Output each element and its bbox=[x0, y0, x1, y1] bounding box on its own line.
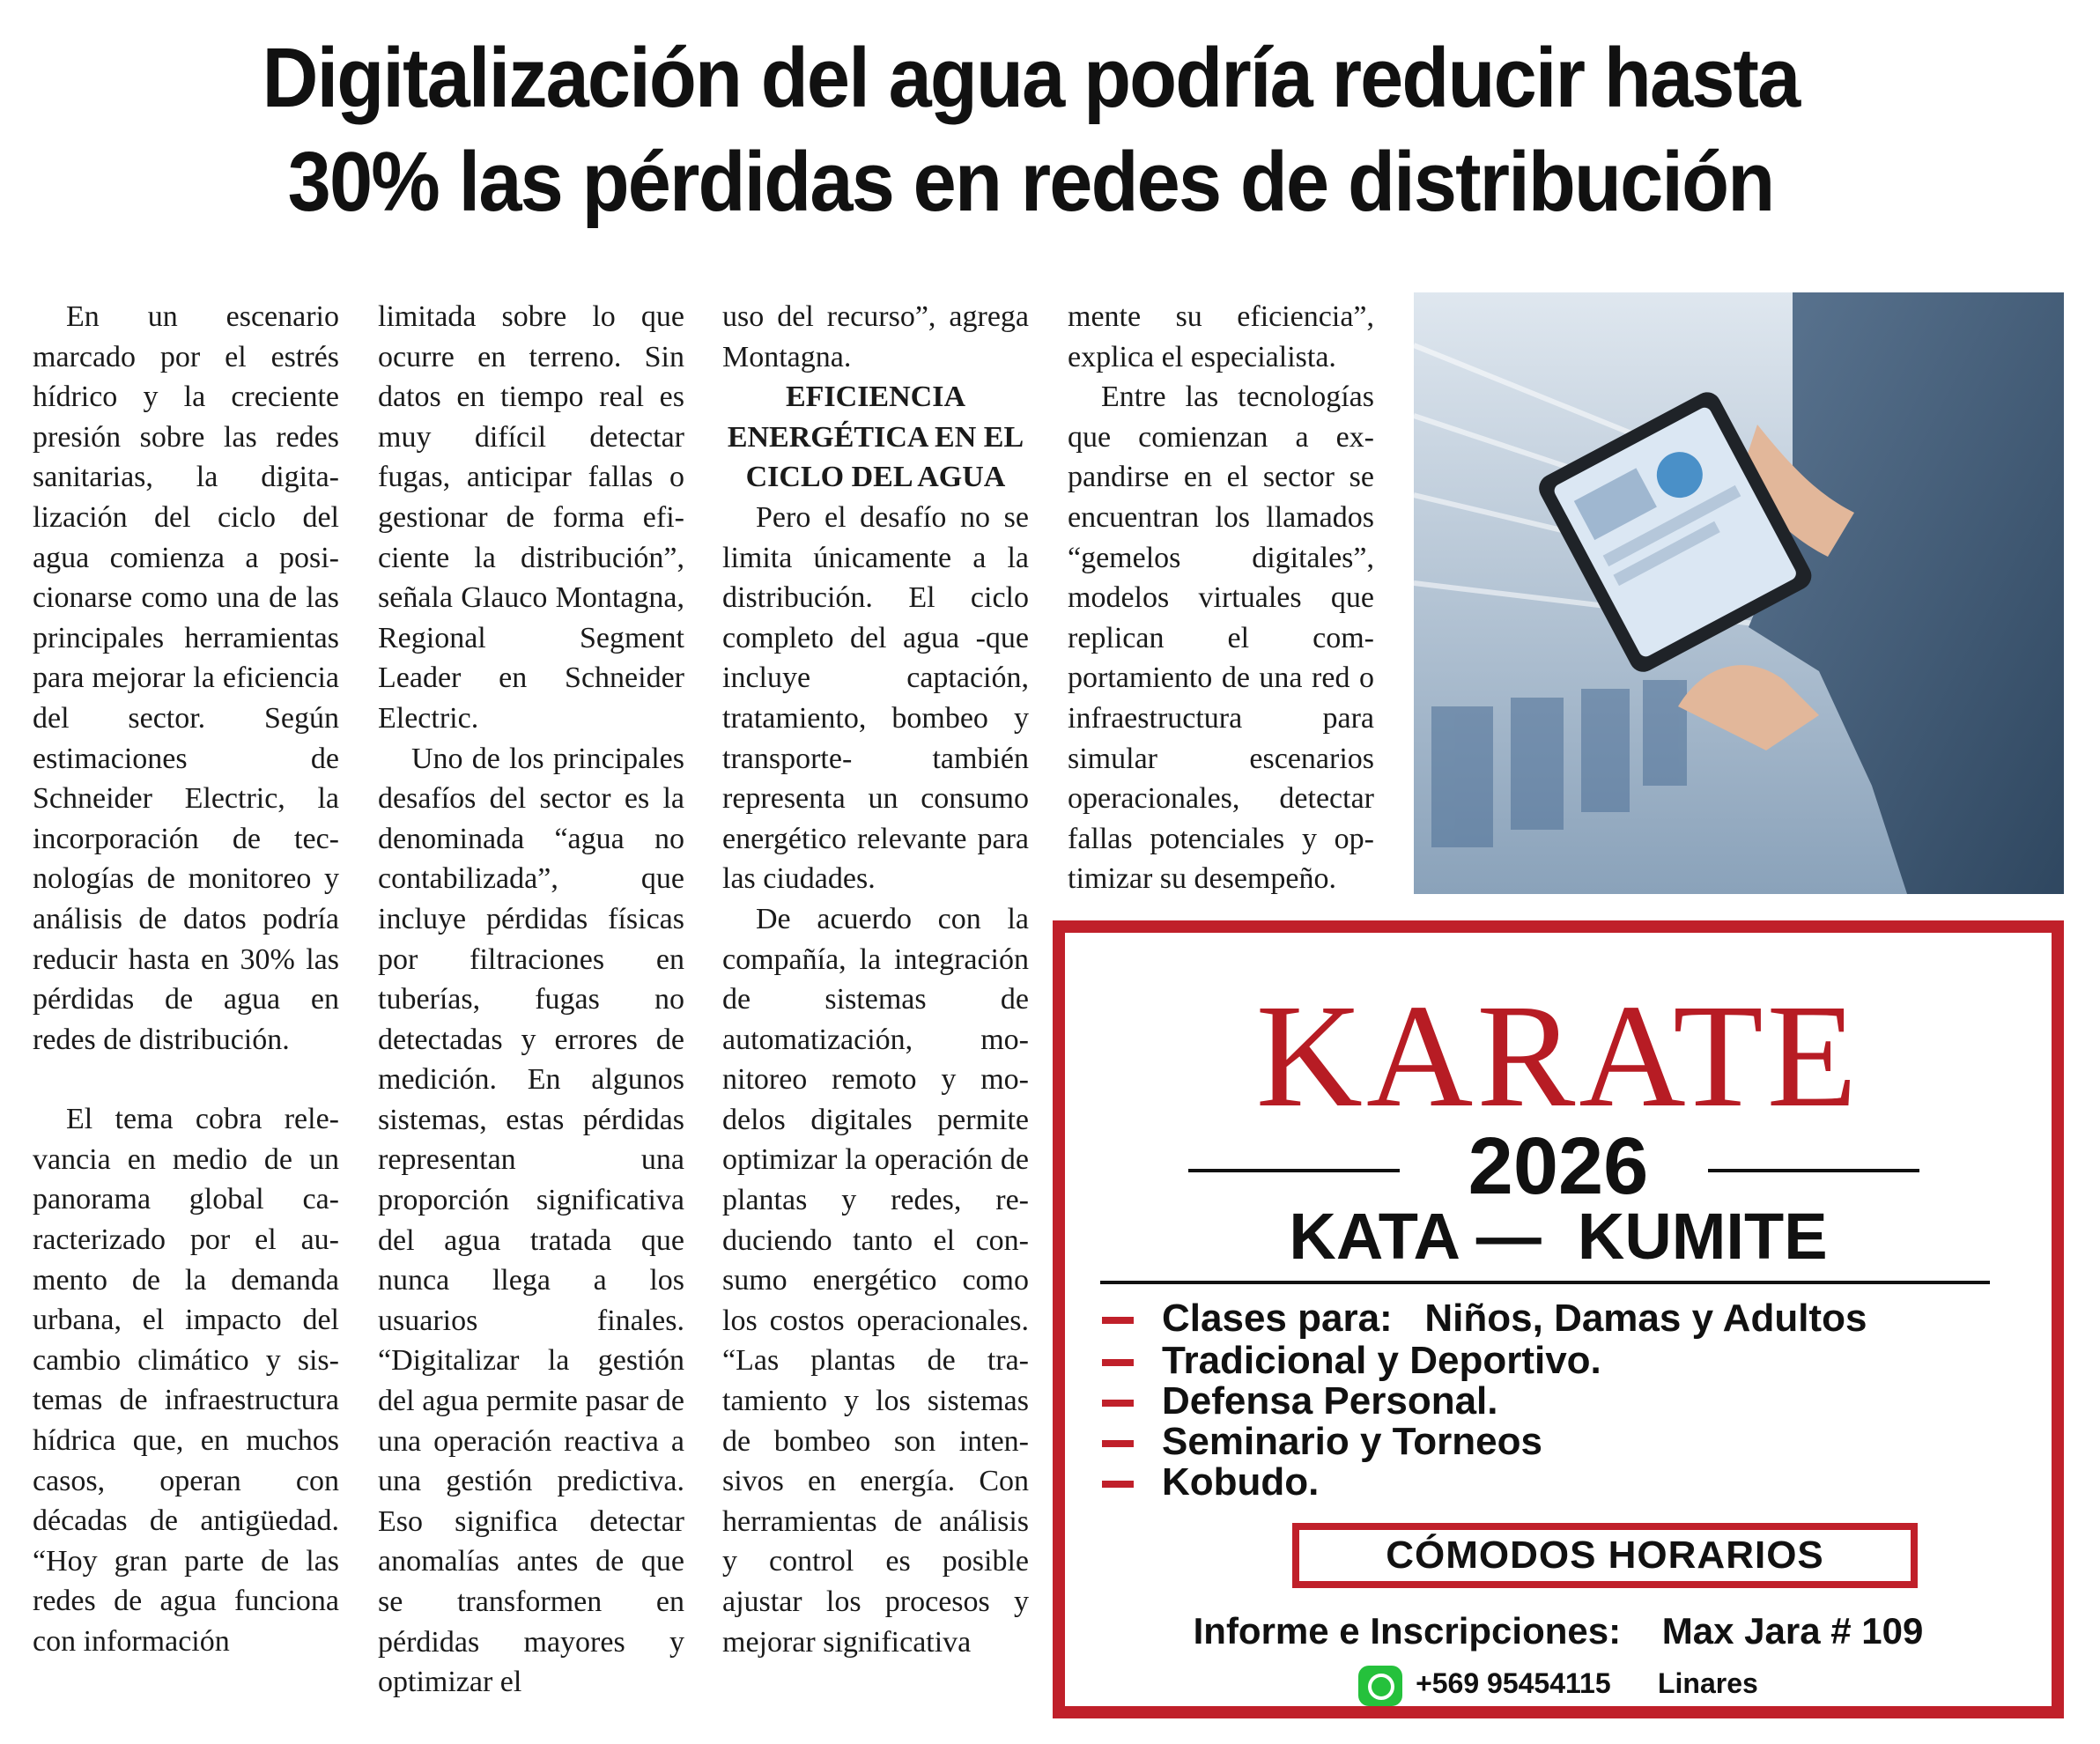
ad-year: 2026 bbox=[1468, 1121, 1649, 1211]
divider bbox=[1708, 1169, 1919, 1172]
ad-item: Tradicional y Deportivo. bbox=[1162, 1339, 1601, 1382]
headline-line-2: 30% las pérdidas en redes de distribución bbox=[287, 135, 1774, 229]
paragraph: De acuerdo con la compañía, la integración de sistemas de automatización, monitoreo remoto y modelos digitales permite optimizar la operación de plantas y redes, reduciendo tanto el consumo energético como los costos operacionales. “Las plantas de tratamiento y los sistemas de bombeo son intensivos en energía. Con herramientas de análisis y control es posible ajustar los procesos y mejorar significativa bbox=[722, 902, 1029, 1659]
bullet-dash bbox=[1102, 1481, 1134, 1488]
paragraph: Uno de los principales desafíos del sector es la denominada “agua no contabilizada”, que incluye pérdidas físicas por filtraciones en tuberías, fugas no detectadas y errores de medición. En algunos sistemas, estas pérdidas representan una proporción significativa del agua tratada que nunca llega a los usuarios finales. “Digitalizar la gestión del agua permite pasar de una operación reactiva a una gestión predictiva. Eso significa detectar anomalías antes de que se transformen en pérdidas mayores y optimizar el bbox=[378, 742, 684, 1699]
article-column-4 bbox=[1068, 297, 1374, 899]
paragraph: El tema cobra relevancia en medio de un panorama global caracterizado por el aumento de la demanda urbana, el impacto del cambio climático y sistemas de infraestructura hídrica que, en muchos casos, operan con décadas de antigüedad. “Hoy gran parte de las redes de agua funciona con información bbox=[33, 1103, 339, 1658]
paragraph: mente su eficiencia”, explica el especialista. bbox=[1068, 300, 1374, 373]
divider bbox=[1100, 1281, 1990, 1284]
article-column-1 bbox=[33, 297, 339, 1662]
paragraph: uso del recurso”, agrega Montagna. bbox=[722, 300, 1029, 373]
ad-disciplines bbox=[1065, 1197, 2052, 1276]
karate-advertisement bbox=[1053, 920, 2064, 1718]
photo-illustration bbox=[1414, 292, 2064, 894]
article-column-2 bbox=[378, 297, 684, 1703]
ad-classes bbox=[1162, 1297, 1867, 1340]
section-subheading: EFICIENCIA ENERGÉTICA EN EL CICLO DEL AGUA bbox=[727, 381, 1024, 494]
bullet-dash bbox=[1102, 1400, 1134, 1407]
ad-info bbox=[1065, 1609, 2052, 1653]
ad-contact bbox=[1065, 1664, 2052, 1706]
article-column-3 bbox=[722, 297, 1029, 1662]
info-label: Informe e Inscripciones: bbox=[1193, 1610, 1622, 1652]
paragraph: Pero el desafío no se limita únicamente a la distribución. El ciclo completo del agua -que incluye captación, tratamiento, bombeo y transporte- también representa un consumo energético relevante para las ciudades. bbox=[722, 500, 1029, 896]
class-groups: Niños, Damas y Adultos bbox=[1424, 1297, 1867, 1340]
paragraph: En un escenario marcado por el estrés hídrico y la creciente presión sobre las redes sanitarias, la digitalización del ciclo del agua comienza a posicionarse como una de las principales herramientas para mejorar la eficiencia del sector. Según estimaciones de Schneider Electric, la incorporación de tecnologías de monitoreo y análisis de datos podría reducir hasta en 30% las pérdidas de agua en redes de distribución. bbox=[33, 300, 339, 1056]
headline bbox=[131, 26, 1930, 234]
kumite-label: KUMITE bbox=[1577, 1200, 1828, 1273]
dash: — bbox=[1475, 1200, 1542, 1273]
ad-item: Kobudo. bbox=[1162, 1460, 1320, 1504]
headline-line-1: Digitalización del agua podría reducir hasta bbox=[262, 31, 1800, 125]
address: Max Jara # 109 bbox=[1661, 1610, 1924, 1652]
whatsapp-icon bbox=[1358, 1666, 1402, 1706]
bullet-dash bbox=[1102, 1440, 1134, 1447]
ad-title: KARATE bbox=[1255, 974, 1861, 1138]
kata-label: KATA bbox=[1289, 1200, 1459, 1273]
paragraph: limitada sobre lo que ocurre en terreno. Sin datos en tiempo real es muy difícil detectar fugas, anticipar fallas o gestionar de forma eficiente la distribución”, señala Glauco Montagna, Regional Segment Leader en Schneider Electric. bbox=[378, 300, 684, 735]
bullet-dash bbox=[1102, 1359, 1134, 1366]
class-label: Clases para: bbox=[1162, 1297, 1393, 1340]
bullet-dash bbox=[1102, 1317, 1134, 1324]
city: Linares bbox=[1657, 1667, 1758, 1699]
paragraph: Entre las tecnologías que comienzan a expandirse en el sector se encuentran los llamados “gemelos digitales”, modelos virtuales que replican el comportamiento de una red o infraestructura para simular escenarios operacionales, detectar fallas potenciales y optimizar su desempeño. bbox=[1068, 381, 1374, 896]
schedule-box: CÓMODOS HORARIOS bbox=[1292, 1523, 1918, 1588]
ad-item: Seminario y Torneos bbox=[1162, 1420, 1542, 1463]
phone-number: +569 95454115 bbox=[1416, 1667, 1611, 1699]
ad-item: Defensa Personal. bbox=[1162, 1379, 1498, 1423]
article-photo bbox=[1414, 292, 2064, 894]
